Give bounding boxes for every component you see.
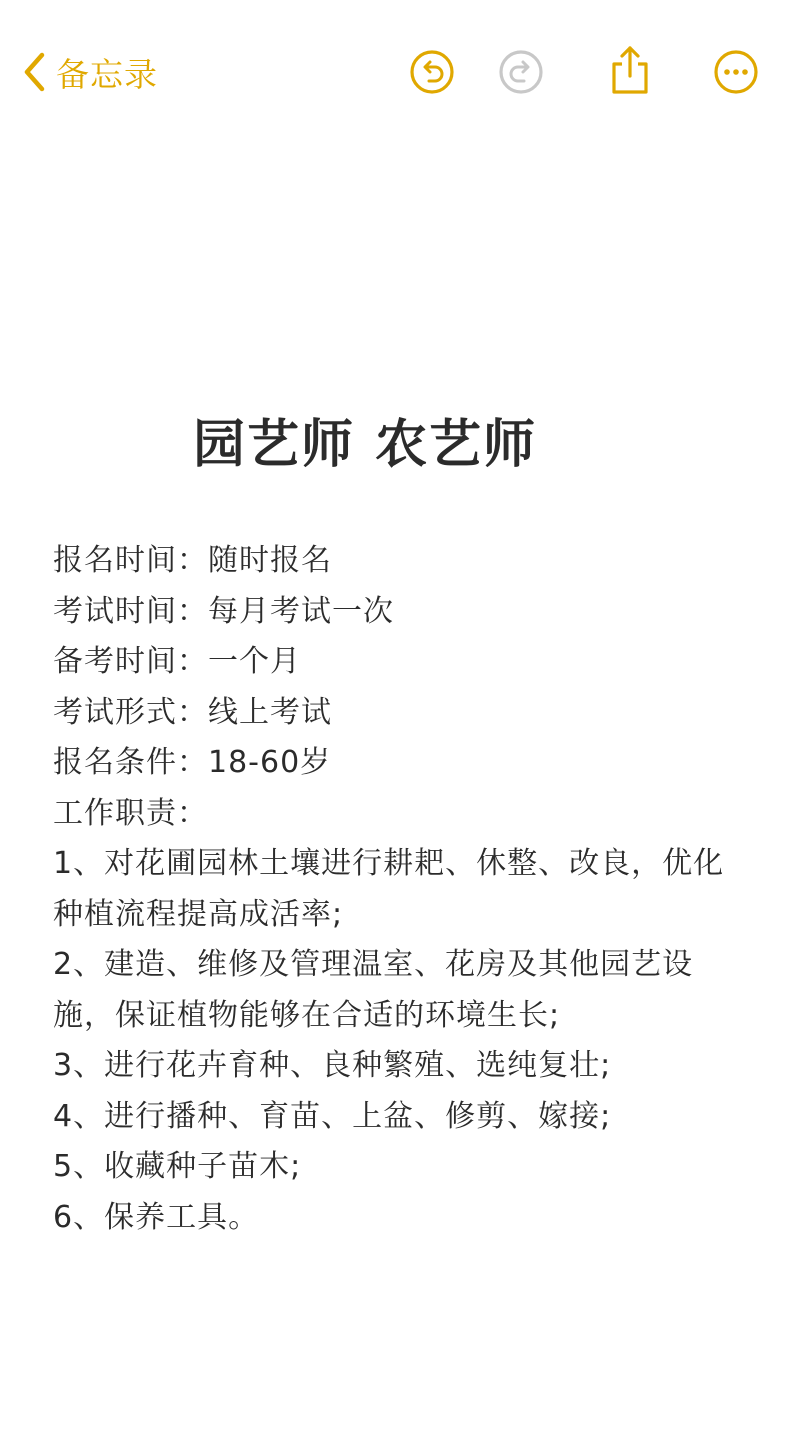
note-title: 园艺师 农艺师 (192, 415, 538, 475)
note-line-registration-time: 报名时间：随时报名 (53, 543, 332, 578)
redo-icon[interactable] (497, 48, 545, 96)
note-line-duty-6: 6、保养工具。 (53, 1199, 260, 1235)
note-body[interactable] (53, 536, 753, 1243)
share-icon[interactable] (605, 44, 655, 96)
undo-icon[interactable] (408, 48, 456, 96)
note-line-duty-2: 2、建造、维修及管理温室、花房及其他园艺设施，保证植物能够在合适的环境生长; (53, 947, 694, 1033)
note-line-exam-time: 考试时间：每月考试一次 (53, 593, 394, 629)
note-line-duty-4: 4、进行播种、育苗、上盆、修剪、嫁接; (53, 1098, 612, 1134)
note-line-duties-heading: 工作职责： (53, 795, 208, 831)
more-icon[interactable] (712, 48, 760, 96)
note-line-duty-1: 1、对花圃园林土壤进行耕耙、休整、改良，优化种植流程提高成活率; (53, 846, 725, 932)
note-line-prep-time: 备考时间：一个月 (53, 644, 301, 679)
note-line-requirements: 报名条件：18-60岁 (53, 745, 332, 780)
note-line-exam-format: 考试形式：线上考试 (53, 694, 332, 730)
back-label: 备忘录 (56, 54, 158, 94)
notes-toolbar (0, 0, 800, 140)
note-line-duty-3: 3、进行花卉育种、良种繁殖、选纯复壮; (53, 1048, 612, 1083)
note-line-duty-5: 5、收藏种子苗木; (53, 1149, 302, 1184)
chevron-left-icon (22, 51, 46, 93)
back-button[interactable] (22, 50, 158, 94)
